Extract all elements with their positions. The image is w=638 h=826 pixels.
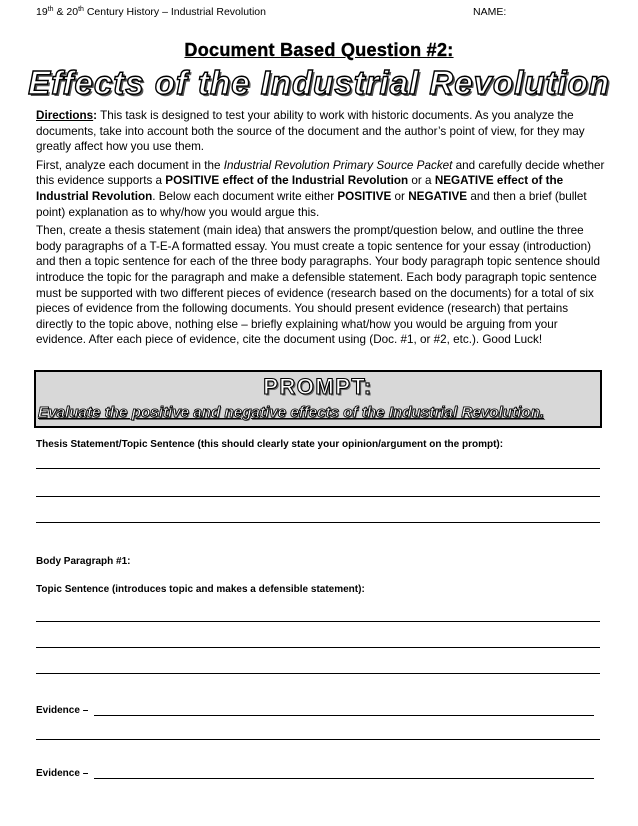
page-header [36, 6, 606, 18]
name-label: NAME: [473, 6, 507, 18]
thesis-answer-line[interactable] [36, 522, 600, 523]
dbq-subtitle: Document Based Question #2: [184, 40, 454, 60]
course-title: 19th & 20th Century History – Industrial Revolution [36, 6, 266, 18]
thesis-label: Thesis Statement/Topic Sentence (this should clearly state your opinion/argument on the prompt): [36, 439, 504, 450]
evidence-answer-line[interactable] [94, 778, 594, 779]
directions-paragraph-3: Then, create a thesis statement (main idea) that answers the prompt/question below, and outline the three body paragraphs of a T-E-A formatted essay. You must create a topic sentence for your essay (introduction) and then a topic sentence for each of the three body paragraphs. Your body paragraph topic sentence should introduce the topic for the paragraph and make a defensible statement. Each body paragraph topic sentence must be supported with two different pieces of evidence (research based on the documents) for a total of six pieces of evidence from the following documents. You should present evidence (research) that pertains directly to the topic above, nothing else – briefly explaining what/how you would be arguing from your evidence. After each piece of evidence, cite the document using (Doc. #1, or #2, etc.). Good Luck! [36, 224, 601, 347]
topic-sentence-label: Topic Sentence (introduces topic and makes a defensible statement): [36, 584, 365, 595]
page-title: Effects of the Industrial Revolution [28, 64, 610, 101]
directions-block [36, 108, 606, 348]
thesis-answer-line[interactable] [36, 468, 600, 469]
prompt-heading: PROMPT: [263, 374, 373, 399]
topic-answer-line[interactable] [36, 673, 600, 674]
evidence-label: Evidence – [36, 768, 89, 779]
directions-paragraph-2: First, analyze each document in the Industrial Revolution Primary Source Packet and carefully decide whether this evidence supports a POSITIVE effect of the Industrial Revolution or a NEGATIVE effect of the Industrial Revolution. Below each document write either POSITIVE or NEGATIVE and then a brief (bullet point) explanation as to why/how you would argue this. [36, 158, 605, 219]
topic-answer-line[interactable] [36, 621, 600, 622]
evidence-label: Evidence – [36, 705, 89, 716]
topic-answer-line[interactable] [36, 647, 600, 648]
evidence-answer-line[interactable] [36, 739, 600, 740]
body-paragraph-label: Body Paragraph #1: [36, 556, 131, 567]
prompt-question: Evaluate the positive and negative effects of the Industrial Revolution. [38, 404, 545, 421]
prompt-box [34, 370, 602, 428]
thesis-answer-line[interactable] [36, 496, 600, 497]
directions-paragraph-1: Directions: This task is designed to test your ability to work with historic documents. As you analyze the documents, take into account both the source of the document and the author’s point of view, for they may greatly affect how you use them. [36, 109, 585, 154]
evidence-answer-line[interactable] [94, 715, 594, 716]
